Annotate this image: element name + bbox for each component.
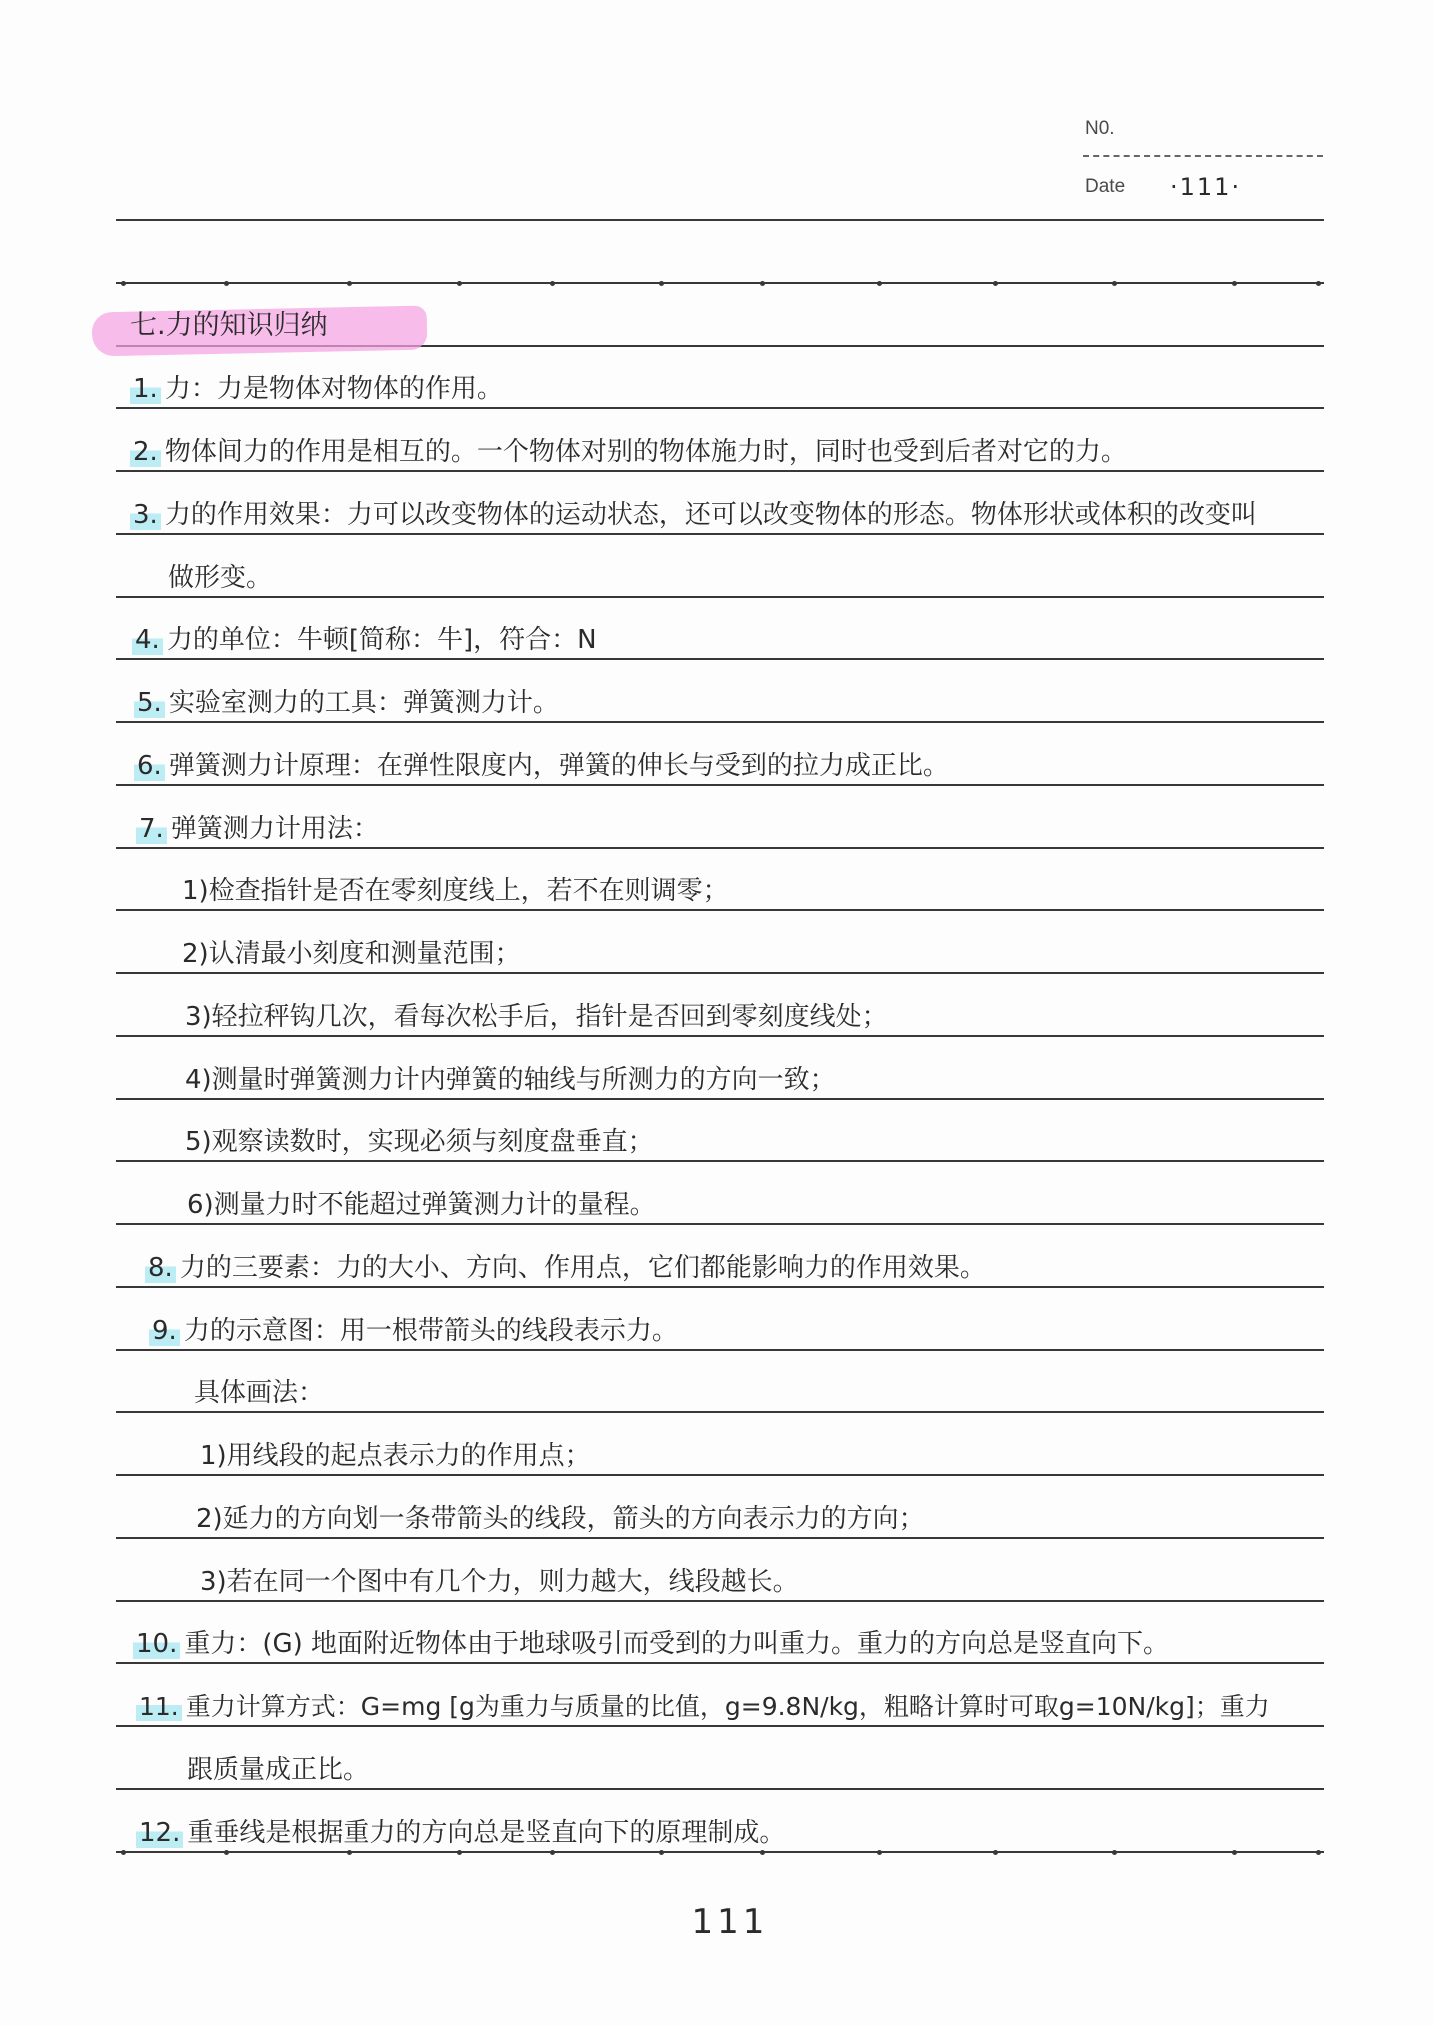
ruled-line-dot	[659, 281, 664, 286]
note-item-number: 5.	[134, 688, 165, 718]
note-item-7	[136, 812, 1324, 846]
ruled-line	[116, 972, 1324, 974]
ruled-line	[116, 1160, 1324, 1162]
ruled-line	[116, 1035, 1324, 1037]
note-item-text: 重力计算方式：G=mg [g为重力与质量的比值，g=9.8N/kg，粗略计算时可取g=10N/kg]；重力	[185, 1692, 1270, 1721]
note-item-continuation: 跟质量成正比。	[187, 1755, 370, 1785]
usage-step: 2)认清最小刻度和测量范围；	[182, 939, 521, 969]
note-item-1	[130, 372, 1324, 406]
note-item-continuation: 做形变。	[168, 563, 273, 593]
ruled-line	[116, 847, 1324, 849]
note-item-text: 弹簧测力计用法：	[170, 814, 379, 844]
ruled-line	[116, 1851, 1324, 1853]
note-item-2	[130, 435, 1324, 469]
ruled-line-dot	[121, 1850, 126, 1855]
note-item-number: 11.	[136, 1692, 182, 1721]
drawing-step: 1)用线段的起点表示力的作用点；	[200, 1441, 591, 1471]
note-item-3	[130, 498, 1324, 532]
note-item-text: 力：力是物体对物体的作用。	[164, 374, 503, 404]
ruled-line	[116, 219, 1324, 221]
note-item-number: 1.	[130, 374, 161, 404]
ruled-line	[116, 282, 1324, 284]
note-item-number: 12.	[136, 1818, 183, 1848]
note-item-12	[136, 1816, 1324, 1850]
note-item-number: 6.	[134, 751, 165, 781]
notes-title: 七.力的知识归纳	[130, 310, 328, 341]
note-item-text: 物体间力的作用是相互的。一个物体对别的物体施力时，同时也受到后者对它的力。	[164, 437, 1127, 467]
ruled-line	[116, 721, 1324, 723]
usage-step: 4)测量时弹簧测力计内弹簧的轴线与所测力的方向一致；	[185, 1065, 836, 1095]
note-item-text: 力的三要素：力的大小、方向、作用点，它们都能影响力的作用效果。	[179, 1253, 986, 1283]
note-item-number: 4.	[132, 625, 163, 655]
ruled-line-dot	[1316, 1850, 1321, 1855]
ruled-line	[116, 1788, 1324, 1790]
ruled-line-dot	[1316, 281, 1321, 286]
header-date-value: ·111·	[1170, 173, 1242, 201]
note-item-text: 弹簧测力计原理：在弹性限度内，弹簧的伸长与受到的拉力成正比。	[168, 751, 949, 781]
ruled-line-dot	[1112, 1850, 1117, 1855]
usage-step: 3)轻拉秤钩几次，看每次松手后，指针是否回到零刻度线处；	[185, 1002, 888, 1032]
ruled-line-dot	[121, 281, 126, 286]
ruled-line	[116, 1411, 1324, 1413]
ruled-line-dot	[877, 281, 882, 286]
ruled-line-dot	[659, 1850, 664, 1855]
ruled-line	[116, 1098, 1324, 1100]
ruled-line-dot	[760, 1850, 765, 1855]
page-number: 111	[691, 1902, 769, 1942]
note-item-text: 力的作用效果：力可以改变物体的运动状态，还可以改变物体的形态。物体形状或体积的改变叫	[164, 500, 1257, 530]
ruled-line-dot	[550, 281, 555, 286]
ruled-line-dot	[347, 281, 352, 286]
ruled-line-dot	[224, 281, 229, 286]
note-item-number: 2.	[130, 437, 161, 467]
ruled-line	[116, 1286, 1324, 1288]
note-item-number: 3.	[130, 500, 161, 530]
ruled-line	[116, 1725, 1324, 1727]
note-item-text: 重垂线是根据重力的方向总是竖直向下的原理制成。	[187, 1818, 786, 1848]
ruled-line-dot	[877, 1850, 882, 1855]
note-item-text: 力的示意图：用一根带箭头的线段表示力。	[183, 1316, 678, 1346]
ruled-line-dot	[224, 1850, 229, 1855]
ruled-line	[116, 1474, 1324, 1476]
drawing-step: 2)延力的方向划一条带箭头的线段，箭头的方向表示力的方向；	[196, 1504, 925, 1534]
ruled-line-dot	[457, 281, 462, 286]
ruled-line	[116, 470, 1324, 472]
note-item-5	[134, 686, 1324, 720]
note-item-8	[145, 1251, 1324, 1285]
ruled-line	[116, 1349, 1324, 1351]
ruled-line-dot	[1232, 1850, 1237, 1855]
ruled-line-dot	[550, 1850, 555, 1855]
drawing-step: 3)若在同一个图中有几个力，则力越大，线段越长。	[200, 1567, 799, 1597]
note-item-9	[149, 1314, 1324, 1348]
ruled-line-dot	[457, 1850, 462, 1855]
ruled-line-dot	[1112, 281, 1117, 286]
note-item-number: 7.	[136, 814, 167, 844]
ruled-line	[116, 658, 1324, 660]
note-item-text: 力的单位：牛顿[简称：牛]，符合：N	[166, 625, 597, 655]
ruled-line	[116, 407, 1324, 409]
ruled-line-dot	[1232, 281, 1237, 286]
header-no-label: N0.	[1085, 118, 1115, 139]
ruled-line-dot	[760, 281, 765, 286]
ruled-line	[116, 1600, 1324, 1602]
usage-step: 5)观察读数时，实现必须与刻度盘垂直；	[185, 1127, 654, 1157]
usage-step: 6)测量力时不能超过弹簧测力计的量程。	[187, 1190, 656, 1220]
ruled-line	[116, 533, 1324, 535]
note-item-10	[133, 1627, 1324, 1661]
ruled-line-dot	[347, 1850, 352, 1855]
note-item-11	[136, 1690, 1324, 1724]
note-item-number: 10.	[133, 1629, 180, 1659]
ruled-line	[116, 1662, 1324, 1664]
ruled-line-dot	[993, 1850, 998, 1855]
ruled-line	[116, 1223, 1324, 1225]
usage-step: 1)检查指针是否在零刻度线上，若不在则调零；	[182, 876, 729, 906]
note-item-6	[134, 749, 1324, 783]
note-item-number: 8.	[145, 1253, 176, 1283]
header-dotted-line	[1083, 155, 1323, 157]
drawing-method-heading: 具体画法：	[194, 1378, 325, 1408]
ruled-line	[116, 784, 1324, 786]
note-item-4	[132, 623, 1324, 657]
note-item-text: 实验室测力的工具：弹簧测力计。	[168, 688, 559, 718]
ruled-line-dot	[993, 281, 998, 286]
note-item-number: 9.	[149, 1316, 180, 1346]
ruled-line	[116, 596, 1324, 598]
header-date-label: Date	[1085, 176, 1126, 197]
ruled-line	[116, 1537, 1324, 1539]
ruled-line	[116, 909, 1324, 911]
note-item-text: 重力：(G) 地面附近物体由于地球吸引而受到的力叫重力。重力的方向总是竖直向下。	[184, 1629, 1170, 1659]
